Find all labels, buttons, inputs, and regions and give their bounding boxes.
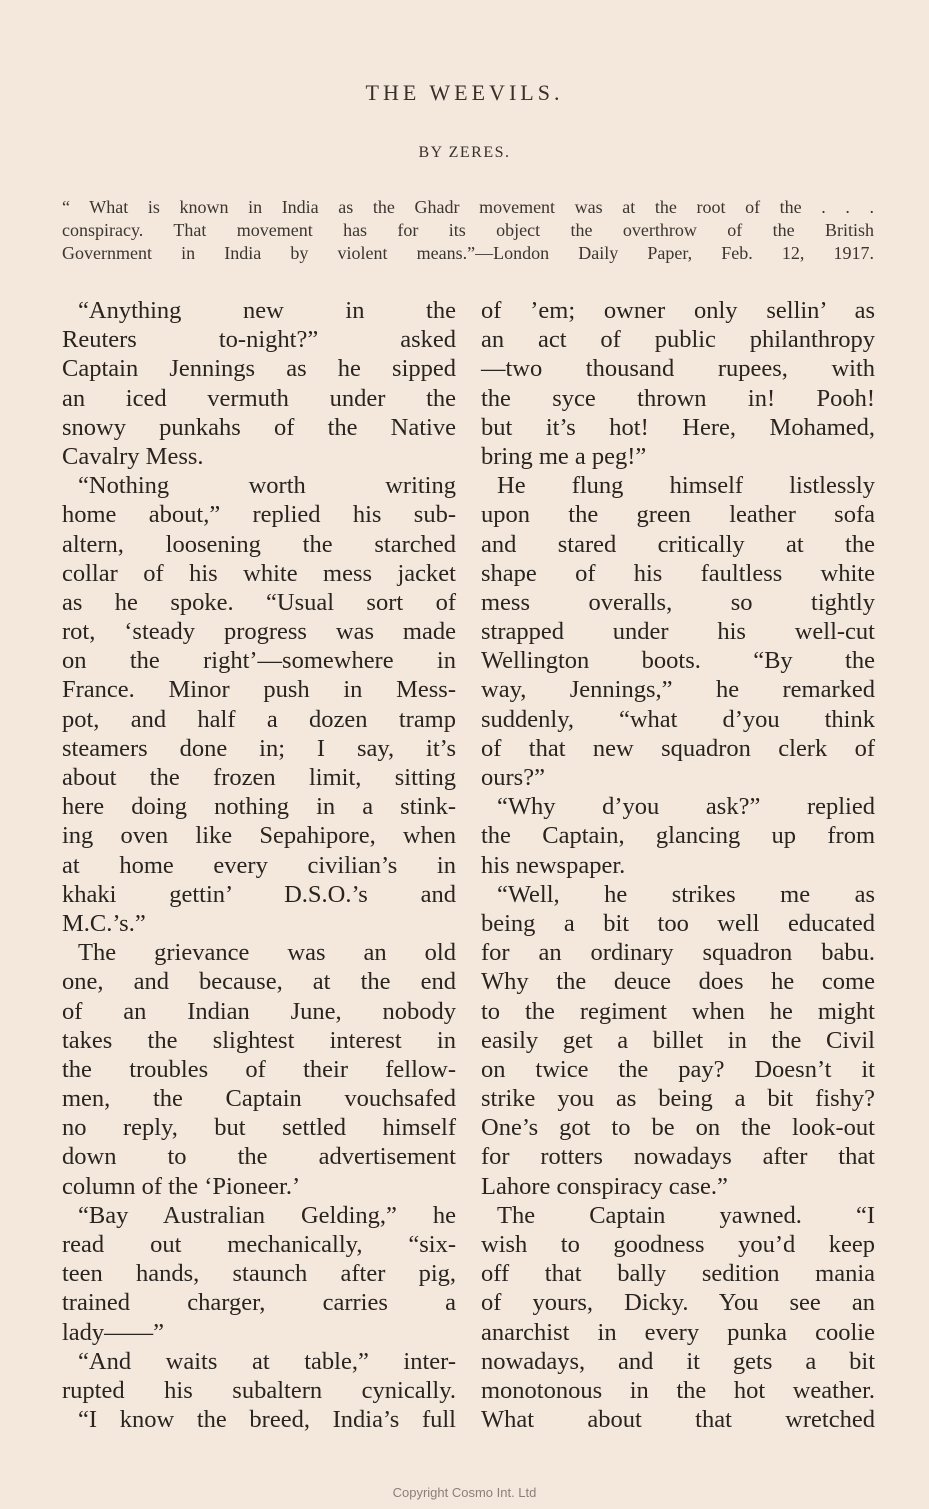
text-line: nowadays, and it gets a bit (481, 1347, 875, 1375)
text-line: France. Minor push in Mess- (62, 676, 456, 704)
text-line: upon the green leather sofa (481, 501, 875, 529)
chapter-title: THE WEEVILS. (365, 80, 564, 105)
epigraph (62, 196, 874, 265)
text-line: the syce thrown in! Pooh! (481, 384, 875, 412)
text-line: collar of his white mess jacket (62, 559, 456, 587)
text-line: Why the deuce does he come (481, 968, 875, 996)
text-line: being a bit too well educated (481, 909, 875, 937)
text-line: monotonous in the hot weather. (481, 1376, 875, 1404)
text-line: of that new squadron clerk of (481, 734, 875, 762)
text-line: the troubles of their fellow- (62, 1055, 456, 1083)
text-line: of yours, Dicky. You see an (481, 1289, 875, 1317)
text-line: teen hands, staunch after pig, (62, 1260, 456, 1288)
text-line: Reuters to-night?” asked (62, 326, 456, 354)
text-line: way, Jennings,” he remarked (481, 676, 875, 704)
text-line: lady——” (62, 1318, 165, 1346)
text-line: rupted his subaltern cynically. (62, 1376, 456, 1404)
text-line: M.C.’s.” (62, 909, 146, 937)
text-line: ing oven like Sepahipore, when (62, 822, 456, 850)
text-line: his newspaper. (481, 851, 626, 879)
text-line: at home every civilian’s in (62, 851, 456, 879)
text-line: for an ordinary squadron babu. (481, 939, 875, 967)
text-line: here doing nothing in a stink- (62, 793, 456, 821)
text-line: an act of public philanthropy (481, 326, 875, 354)
epigraph-line: Government in India by violent means.”—London Daily Paper, Feb. 12, 1917. (62, 243, 874, 263)
text-line: mess overalls, so tightly (481, 588, 875, 616)
text-line: shape of his faultless white (481, 559, 875, 587)
text-line: “I know the breed, India’s full (78, 1406, 456, 1434)
text-line: home about,” replied his sub- (62, 501, 456, 529)
text-line: —two thousand rupees, with (481, 355, 875, 383)
text-line: as he spoke. “Usual sort of (62, 588, 456, 616)
text-line: to the regiment when he might (481, 997, 875, 1025)
text-line: ours?” (481, 764, 545, 791)
text-line: column of the ‘Pioneer.’ (62, 1172, 301, 1200)
text-line: for rotters nowadays after that (481, 1143, 875, 1171)
text-line: trained charger, carries a (62, 1289, 456, 1317)
text-line: wish to goodness you’d keep (481, 1231, 875, 1258)
text-line: the Captain, glancing up from (481, 822, 875, 850)
text-line: “Why d’you ask?” replied (497, 793, 875, 821)
text-line: snowy punkahs of the Native (62, 413, 456, 441)
text-line: off that bally sedition mania (481, 1260, 875, 1288)
text-line: “Nothing worth writing (78, 472, 456, 500)
text-line: The grievance was an old (78, 939, 456, 967)
text-line: pot, and half a dozen tramp (62, 705, 456, 733)
text-line: easily get a billet in the Civil (481, 1026, 875, 1054)
text-line: on the right’—somewhere in (62, 647, 456, 675)
text-line: men, the Captain vouchsafed (62, 1085, 456, 1113)
text-line: “Bay Australian Gelding,” he (78, 1201, 456, 1229)
text-line: takes the slightest interest in (62, 1026, 456, 1054)
left-column (62, 296, 456, 1434)
text-line: rot, ‘steady progress was made (62, 618, 456, 646)
text-line: Lahore conspiracy case.” (481, 1172, 728, 1200)
text-line: “Anything new in the (78, 297, 456, 324)
text-line: strike you as being a bit fishy? (481, 1085, 875, 1113)
text-line: Cavalry Mess. (62, 442, 204, 470)
text-line: no reply, but settled himself (62, 1114, 456, 1142)
text-line: and stared critically at the (481, 530, 875, 558)
text-line: Captain Jennings as he sipped (62, 355, 456, 383)
text-line: What about that wretched (481, 1406, 875, 1434)
text-line: steamers done in; I say, it’s (62, 734, 456, 762)
text-line: bring me a peg!” (481, 442, 647, 470)
text-line: khaki gettin’ D.S.O.’s and (62, 880, 456, 908)
author-byline: BY ZERES. (418, 144, 511, 161)
text-line: read out mechanically, “six- (62, 1231, 456, 1258)
text-line: on twice the pay? Doesn’t it (481, 1055, 875, 1083)
text-line: The Captain yawned. “I (497, 1201, 875, 1229)
text-line: “And waits at table,” inter- (78, 1347, 456, 1375)
text-line: “Well, he strikes me as (497, 880, 875, 908)
text-line: suddenly, “what d’you think (481, 705, 875, 733)
epigraph-line: “ What is known in India as the Ghadr movement was at the root of the . . . (62, 197, 874, 217)
text-line: down to the advertisement (62, 1143, 456, 1171)
text-line: One’s got to be on the look-out (481, 1114, 875, 1142)
text-line: anarchist in every punka coolie (481, 1318, 875, 1346)
epigraph-line: conspiracy. That movement has for its object the overthrow of the British (62, 220, 874, 240)
copyright-watermark: Copyright Cosmo Int. Ltd (392, 1485, 537, 1500)
text-line: He flung himself listlessly (497, 472, 875, 500)
text-line: an iced vermuth under the (62, 384, 456, 412)
text-line: but it’s hot! Here, Mohamed, (481, 413, 875, 441)
text-line: strapped under his well-cut (481, 618, 875, 646)
text-line: one, and because, at the end (62, 968, 456, 996)
right-column (481, 296, 875, 1434)
text-line: about the frozen limit, sitting (62, 764, 456, 791)
text-line: altern, loosening the starched (62, 530, 456, 558)
text-line: of ’em; owner only sellin’ as (481, 297, 875, 324)
text-line: Wellington boots. “By the (481, 647, 875, 675)
text-line: of an Indian June, nobody (62, 997, 456, 1025)
